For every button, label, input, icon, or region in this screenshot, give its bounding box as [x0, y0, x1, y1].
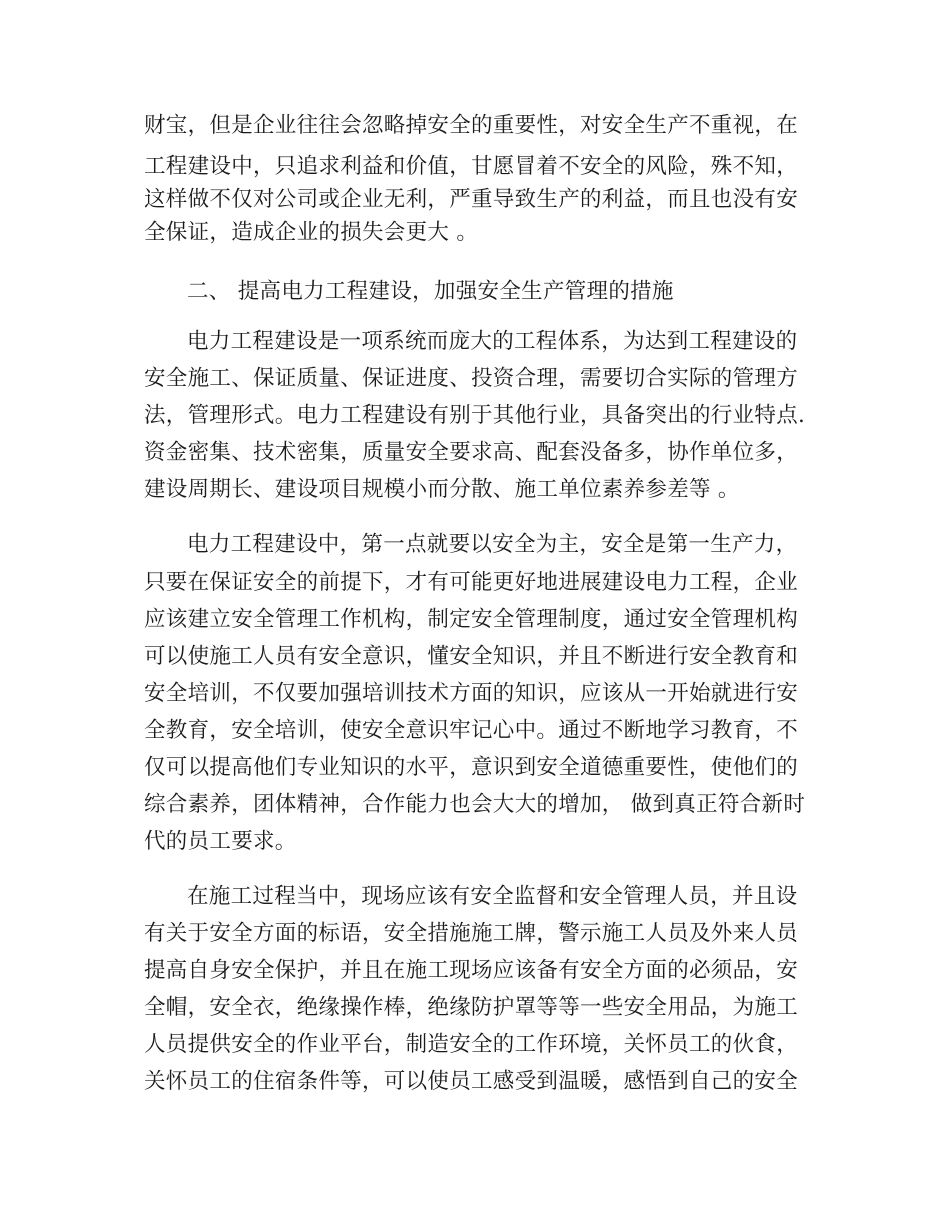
paragraph-5-line-4: 全帽，安全衣，绝缘操作棒，绝缘防护罩等等一些安全用品，为施工 — [144, 995, 799, 1020]
paragraph-4-line-9: 代的员工要求。 — [144, 829, 297, 854]
paragraph-5-line-5: 人员提供安全的作业平台，制造安全的工作环境，关怀员工的伙食， — [144, 1032, 799, 1057]
paragraph-1-line-2: 工程建设中，只追求利益和价值，甘愿冒着不安全的风险，殊不知， — [144, 154, 799, 179]
section-heading: 二、 提高电力工程建设，加强安全生产管理的措施 — [187, 279, 674, 304]
paragraph-4-line-2: 只要在保证安全的前提下，才有可能更好地进展建设电力工程，企业 — [144, 570, 799, 595]
paragraph-5-line-6: 关怀员工的住宿条件等，可以使员工感受到温暖，感悟到自己的安全 — [144, 1069, 799, 1094]
paragraph-3-line-1: 电力工程建设是一项系统而庞大的工程体系，为达到工程建设的 — [187, 329, 798, 354]
paragraph-4-line-4: 可以使施工人员有安全意识，懂安全知识，并且不断进行安全教育和 — [144, 644, 799, 669]
paragraph-3-line-2: 安全施工、保证质量、保证进度、投资合理，需要切合实际的管理方 — [144, 366, 799, 391]
paragraph-1-line-1: 财宝，但是企业往往会忽略掉安全的重要性，对安全生产不重视，在 — [144, 113, 799, 138]
paragraph-5-line-2: 有关于安全方面的标语，安全措施施工牌，警示施工人员及外来人员 — [144, 921, 799, 946]
paragraph-1-line-4: 全保证，造成企业的损失会更大 。 — [144, 220, 479, 245]
paragraph-3-line-5: 建设周期长、建设项目规模小而分散、施工单位素养参差等 。 — [144, 477, 740, 502]
paragraph-3-line-4: 资金密集、技术密集，质量安全要求高、配套没备多，协作单位多， — [144, 440, 799, 465]
paragraph-5-line-1: 在施工过程当中，现场应该有安全监督和安全管理人员，并且设 — [187, 884, 798, 909]
paragraph-4-line-8: 综合素养，团体精神，合作能力也会大大的增加， 做到真正符合新时 — [144, 792, 806, 817]
paragraph-3-line-3: 法，管理形式。电力工程建设有别于其他行业，具备突出的行业特点. — [144, 403, 806, 428]
paragraph-4-line-3: 应该建立安全管理工作机构，制定安全管理制度，通过安全管理机构 — [144, 607, 799, 632]
paragraph-1-line-3: 这样做不仅对公司或企业无利，严重导致生产的利益，而且也没有安 — [144, 187, 799, 212]
paragraph-4-line-6: 全教育，安全培训，使安全意识牢记心中。通过不断地学习教育，不 — [144, 718, 799, 743]
paragraph-4-line-7: 仅可以提高他们专业知识的水平，意识到安全道德重要性，使他们的 — [144, 755, 799, 780]
paragraph-5-line-3: 提高自身安全保护，并且在施工现场应该备有安全方面的必须品，安 — [144, 958, 799, 983]
paragraph-4-line-1: 电力工程建设中，第一点就要以安全为主，安全是第一生产力， — [187, 532, 798, 557]
paragraph-4-line-5: 安全培训，不仅要加强培训技术方面的知识，应该从一开始就进行安 — [144, 681, 799, 706]
